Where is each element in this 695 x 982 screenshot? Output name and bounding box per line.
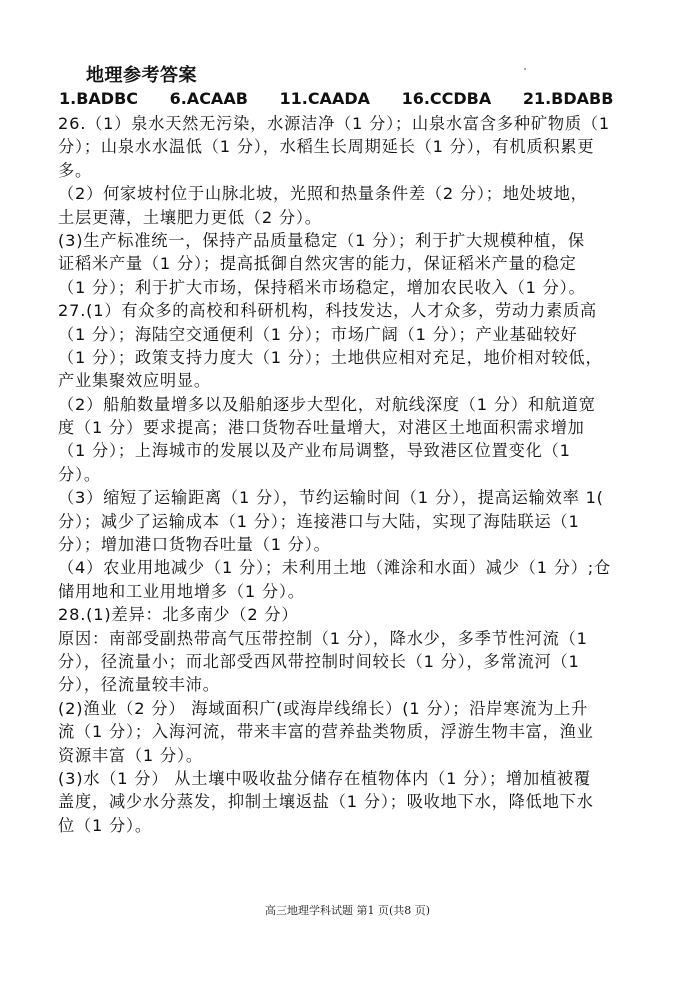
text-line: 土层更薄，土壤肥力更低（2 分）。: [58, 207, 322, 227]
text-line: 分）；山泉水水温低（1 分），水稻生长周期延长（1 分），有机质积累更: [58, 137, 595, 157]
text-line: （1 分）；海陆空交通便利（1 分）；市场广阔（1 分）；产业基础较好: [58, 324, 578, 344]
text-line: 盖度，减少水分蒸发，抑制土壤返盐（1 分）；吸收地下水，降低地下水: [58, 792, 594, 812]
text-line: （3）缩短了运输距离（1 分），节约运输时间（1 分），提高运输效率 1(: [58, 488, 604, 508]
text-line: 27.(1）有众多的高校和科研机构，科技发达，人才众多，劳动力素质高: [58, 301, 597, 321]
answer-group: 16.CCDBA: [401, 89, 492, 108]
text-line: （1 分）；利于扩大市场，保持稻米市场稳定，增加农民收入（1 分）。: [58, 277, 586, 297]
text-line: 产业集聚效应明显。: [58, 371, 211, 391]
text-line: 度（1 分）要求提高；港口货物吞吐量增大，对港区土地面积需求增加: [58, 418, 585, 438]
text-line: 位（1 分）。: [58, 815, 152, 835]
answer-group: 6.ACAAB: [169, 89, 248, 108]
answer-group: 11.CAADA: [279, 89, 370, 108]
page-footer: 高三地理学科试题 第1 页(共8 页): [264, 904, 431, 917]
text-line: 分），径流量较丰沛。: [58, 675, 220, 695]
text-line: （2）何家坡村位于山脉北坡，光照和热量条件差（2 分）；地处坡地，: [58, 184, 588, 204]
text-line: 26.（1）泉水天然无污染，水源洁净（1 分）；山泉水富含多种矿物质（1: [58, 114, 610, 133]
text-line: 资源丰富（1 分）。: [58, 745, 203, 765]
text-line: （2）船舶数量增多以及船舶逐步大型化，对航线深度（1 分）和航道宽: [58, 394, 596, 414]
text-line: (3)生产标准统一，保持产品质量稳定（1 分）；利于扩大规模种植，保: [58, 230, 585, 250]
text-line: （4）农业用地减少（1 分）；未利用土地（滩涂和水面）减少（1 分）;仓: [58, 558, 611, 578]
text-line: 原因：南部受副热带高气压带控制（1 分），降水少，多季节性河流（1: [58, 628, 588, 648]
answer-group: 21.BDABB: [522, 89, 614, 108]
text-line: 证稻米产量（1 分）；提高抵御自然灾害的能力，保证稻米产量的稳定: [58, 254, 577, 274]
text-line: 多。: [58, 160, 92, 180]
text-line: （1 分）；上海城市的发展以及产业布局调整，导致港区位置变化（1: [58, 441, 571, 461]
answer-body: [58, 112, 648, 837]
text-line: 流（1 分）；入海河流，带来丰富的营养盐类物质，浮游生物丰富，渔业: [58, 722, 594, 742]
choice-answers: [59, 89, 639, 108]
text-line: （1 分）；政策支持力度大（1 分）；土地供应相对充足，地价相对较低，: [58, 347, 603, 367]
text-line: (2)渔业（2 分） 海域面积广(或海岸线绵长）(1 分）；沿岸寒流为上升: [58, 698, 589, 718]
text-line: 分）。: [58, 464, 101, 484]
text-line: 储用地和工业用地增多（1 分）。: [58, 581, 305, 601]
text-line: (3)水（1 分） 从土壤中吸收盐分储存在植物体内（1 分）；增加植被覆: [58, 768, 591, 788]
text-line: 分）；减少了运输成本（1 分）；连接港口与大陆，实现了海陆联运（1: [58, 511, 580, 531]
text-line: 分），径流量小；而北部受西风带控制时间较长（1 分），多常流河（1: [58, 651, 580, 671]
answer-group: 1.BADBC: [59, 89, 139, 108]
page-title: 地理参考答案: [86, 65, 197, 86]
text-line: 28.(1)差异：北多南少（2 分）: [58, 605, 299, 625]
scan-dot: [524, 68, 526, 70]
text-line: 分）；增加港口货物吞吐量（1 分）。: [58, 535, 331, 555]
